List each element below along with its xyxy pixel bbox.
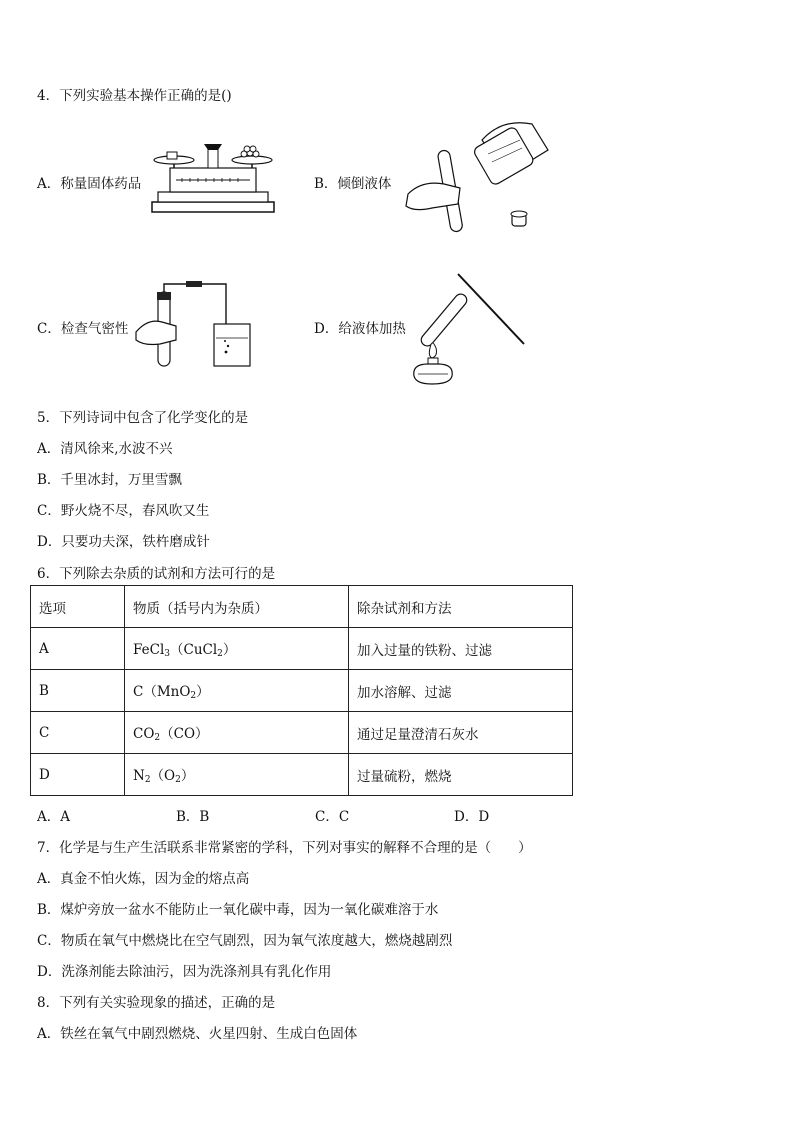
row-method: 过量硫粉，燃烧 xyxy=(349,754,573,796)
q6-choice-d: D．D xyxy=(454,809,490,825)
table-row xyxy=(31,628,573,670)
q5-option-a: A．清风徐来,水波不兴 xyxy=(37,441,173,457)
table-row xyxy=(31,712,573,754)
q5-stem: 5．下列诗词中包含了化学变化的是 xyxy=(37,410,249,426)
q7-option-d: D．洗涤剂能去除油污，因为洗涤剂具有乳化作用 xyxy=(37,964,332,980)
row-option: B xyxy=(31,670,125,712)
row-method: 加入过量的铁粉、过滤 xyxy=(349,628,573,670)
q7-option-a: A．真金不怕火炼，因为金的熔点高 xyxy=(37,871,250,887)
table-row xyxy=(31,754,573,796)
row-substance: C（MnO$_2$） xyxy=(125,670,349,712)
airtightness-check-figure xyxy=(130,278,260,370)
pouring-liquid-figure xyxy=(402,110,552,240)
q5-option-b: B．千里冰封，万里雪飘 xyxy=(37,472,182,488)
q6-choice-c: C．C xyxy=(315,809,350,825)
row-substance: $CO_2(CO)$ xyxy=(125,712,349,754)
row-method: 通过足量澄清石灰水 xyxy=(349,712,573,754)
impurity-removal-table xyxy=(30,585,573,796)
q8-stem: 8．下列有关实验现象的描述，正确的是 xyxy=(37,995,276,1011)
balance-figure xyxy=(148,138,278,216)
table-header-row xyxy=(31,586,573,628)
header-option: 选项 xyxy=(31,586,125,628)
q4-option-b: B．倾倒液体 xyxy=(314,176,392,192)
q7-option-c: C．物质在氧气中燃烧比在空气剧烈，因为氧气浓度越大，燃烧越剧烈 xyxy=(37,933,453,949)
q6-choice-a: A．A xyxy=(37,809,70,825)
q4-option-c: C．检查气密性 xyxy=(37,321,129,337)
row-option: C xyxy=(31,712,125,754)
header-method: 除杂试剂和方法 xyxy=(349,586,573,628)
row-substance: $N_2(O_2)$ xyxy=(125,754,349,796)
header-substance: 物质（括号内为杂质） xyxy=(125,586,349,628)
row-option: D xyxy=(31,754,125,796)
row-method: 加水溶解、过滤 xyxy=(349,670,573,712)
heating-liquid-figure xyxy=(402,266,532,388)
table-row xyxy=(31,670,573,712)
row-option: A xyxy=(31,628,125,670)
q4-option-d: D．给液体加热 xyxy=(314,321,406,337)
q4-stem: 4．下列实验基本操作正确的是() xyxy=(37,88,232,104)
q7-stem: 7．化学是与生产生活联系非常紧密的学科，下列对事实的解释不合理的是（ ） xyxy=(37,840,532,856)
q8-option-a: A．铁丝在氧气中剧烈燃烧、火星四射、生成白色固体 xyxy=(37,1026,358,1042)
q4-option-a: A．称量固体药品 xyxy=(37,176,142,192)
q5-option-c: C．野火烧不尽，春风吹又生 xyxy=(37,503,210,519)
q6-stem: 6．下列除去杂质的试剂和方法可行的是 xyxy=(37,566,276,582)
row-substance: FeCl$_3$（CuCl$_2$） xyxy=(125,628,349,670)
q7-option-b: B．煤炉旁放一盆水不能防止一氧化碳中毒，因为一氧化碳难溶于水 xyxy=(37,902,439,918)
q5-option-d: D．只要功夫深，铁杵磨成针 xyxy=(37,534,210,550)
q6-choice-b: B．B xyxy=(176,809,210,825)
